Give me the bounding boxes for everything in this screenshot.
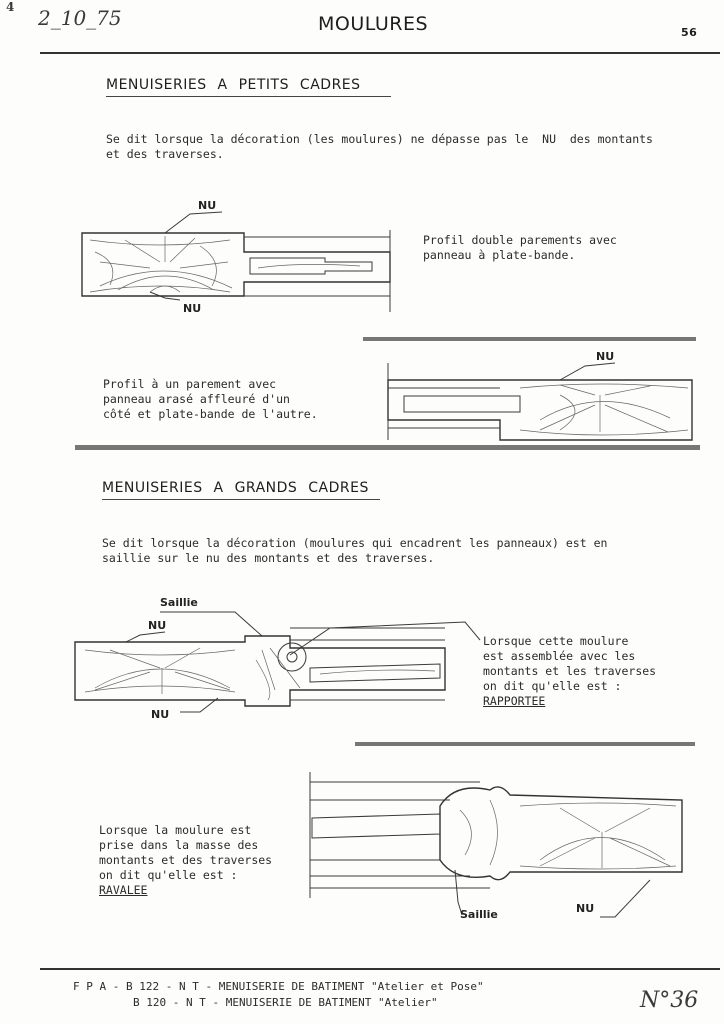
fig4-label-nu: NU — [576, 902, 595, 915]
caption-line: Lorsque cette moulure — [483, 634, 629, 648]
caption-line: on dit qu'elle est : — [99, 868, 238, 882]
section-heading-petits-cadres: MENUISERIES A PETITS CADRES — [106, 77, 361, 93]
fig1-label-nu-bottom: NU — [183, 302, 202, 315]
footer-line-1: F P A - B 122 - N T - MENUISERIE DE BATIMENT "Atelier et Pose" — [73, 980, 484, 993]
fig3-label-nu-top: NU — [148, 619, 167, 632]
corner-mark: 4 — [6, 0, 15, 14]
caption-line: panneau arasé affleuré d'un — [103, 392, 290, 406]
caption-line: on dit qu'elle est : — [483, 679, 622, 693]
intro-line: Se dit lorsque la décoration (les moulures) ne dépasse pas le NU des montants — [106, 132, 653, 146]
intro-line: et des traverses. — [106, 147, 224, 161]
caption-line: est assemblée avec les — [483, 649, 636, 663]
caption-line: Profil à un parement avec — [103, 377, 277, 391]
intro-line: Se dit lorsque la décoration (moulures qui encadrent les panneaux) est en — [102, 536, 608, 550]
caption-line: prise dans la masse des — [99, 838, 259, 852]
page-number: 56 — [681, 26, 698, 39]
caption-line: montants et les traverses — [483, 664, 657, 678]
fig2-label-nu-top: NU — [596, 350, 615, 363]
fig1-label-nu-top: NU — [198, 199, 217, 212]
footer-line-2: B 120 - N T - MENUISERIE DE BATIMENT "Atelier" — [133, 996, 438, 1009]
handwritten-date: 2_10_75 — [38, 6, 122, 30]
caption-line: côté et plate-bande de l'autre. — [103, 407, 318, 421]
caption-line: Lorsque la moulure est — [99, 823, 252, 837]
caption-line: panneau à plate-bande. — [423, 248, 576, 262]
fig3-label-saillie: Saillie — [160, 596, 198, 609]
fig4-label-saillie: Saillie — [460, 908, 498, 921]
footer-stamp-number: N°36 — [640, 988, 699, 1013]
intro-line: saillie sur le nu des montants et des traverses. — [102, 551, 435, 565]
page-title: MOULURES — [318, 13, 429, 35]
section-heading-grands-cadres: MENUISERIES A GRANDS CADRES — [102, 480, 369, 496]
footer-rule — [40, 968, 720, 970]
fig3-label-nu-bottom: NU — [151, 708, 170, 721]
caption-keyword-ravalee: RAVALEE — [99, 883, 148, 897]
caption-keyword-rapportee: RAPPORTEE — [483, 694, 546, 708]
caption-line: Profil double parements avec — [423, 233, 617, 247]
caption-line: montants et des traverses — [99, 853, 273, 867]
